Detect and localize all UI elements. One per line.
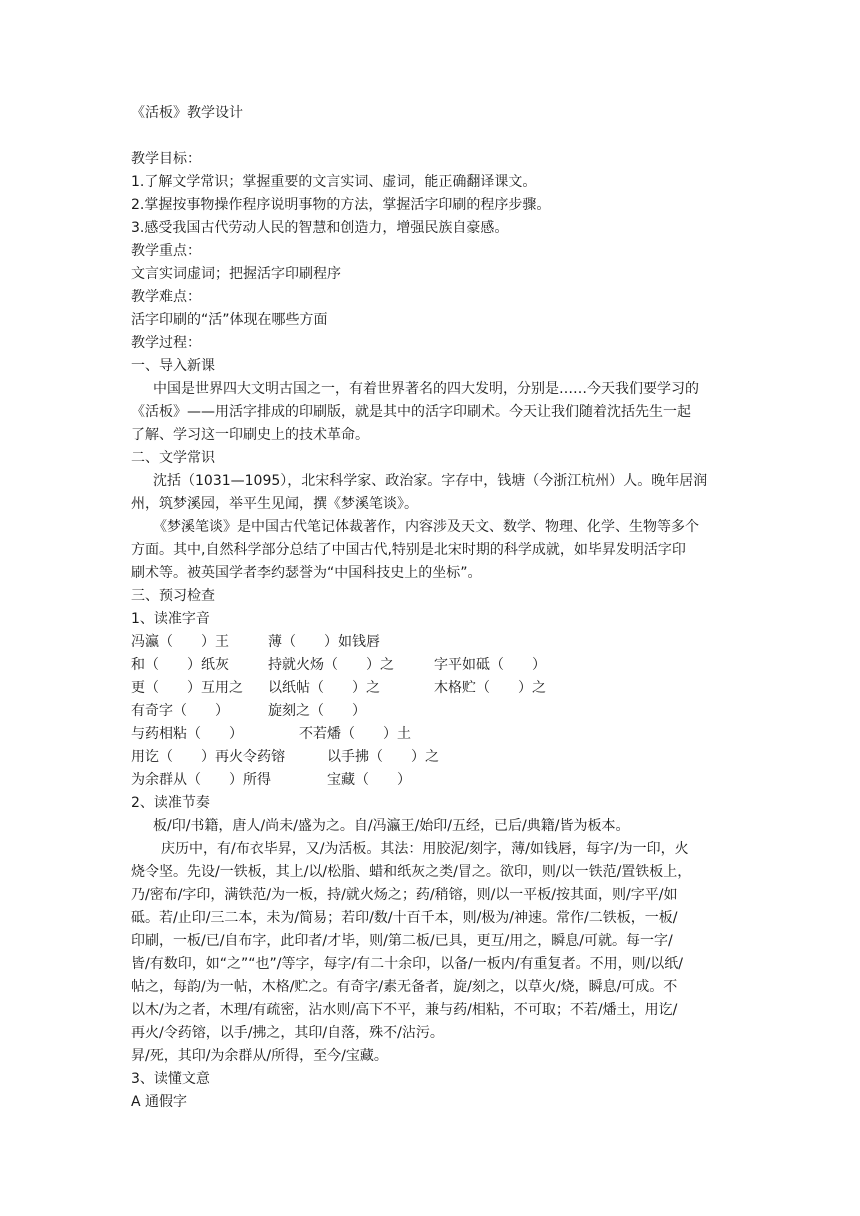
rhythm-paragraph: 昇/死，其印/为余群从/所得，至今/宝藏。 <box>131 1048 388 1064</box>
goal-item: 1.了解文学常识；掌握重要的文言实词、虚词，能正确翻译课文。 <box>131 174 537 190</box>
difficulty-heading: 教学难点： <box>131 289 201 305</box>
pronunciation-item: 宝藏（ ） <box>327 772 411 788</box>
paragraph-line: 《活板》——用活字排成的印刷版，就是其中的活字印刷术。今天让我们随着沈括先生一起 <box>131 404 691 420</box>
section-heading: 一、导入新课 <box>131 358 215 374</box>
pronunciation-row <box>131 677 731 700</box>
paragraph-line: 方面。其中,自然科学部分总结了中国古代,特别是北宋时期的科学成就，如毕昇发明活字印 <box>131 542 686 558</box>
goals-heading: 教学目标： <box>131 151 201 167</box>
pronunciation-row <box>131 769 731 792</box>
author-paragraph <box>131 470 731 516</box>
paragraph-line: 烧令坚。先设/一铁板，其上/以/松脂、蜡和纸灰之类/冒之。欲印，则/以一铁范/置铁板上， <box>131 864 692 880</box>
document-body <box>131 102 731 1114</box>
pronunciation-row <box>131 746 731 769</box>
paragraph-line: 庆历中，有/布衣毕昇，又/为活板。其法：用胶泥/刻字，薄/如钱唇，每字/为一印，火 <box>161 841 689 857</box>
paragraph-line: 《梦溪笔谈》是中国古代笔记体裁著作，内容涉及天文、数学、物理、化学、生物等多个 <box>153 519 699 535</box>
pronunciation-item: 以手拂（ ）之 <box>327 749 439 765</box>
rhythm-paragraph: 板/印/书籍，唐人/尚未/盛为之。自/冯瀛王/始印/五经，已后/典籍/皆为板本。 <box>153 818 630 834</box>
pronunciation-item: 用讫（ ）再火令药镕 <box>131 749 285 765</box>
subsection-heading: 1、读准字音 <box>131 611 210 627</box>
goal-item: 2.掌握按事物操作程序说明事物的方法，掌握活字印刷的程序步骤。 <box>131 197 551 213</box>
goal-item: 3.感受我国古代劳动人民的智慧和创造力，增强民族自豪感。 <box>131 220 509 236</box>
pronunciation-item: 有奇字（ ） <box>131 703 229 719</box>
key-heading: 教学重点： <box>131 243 201 259</box>
subsection-heading: 2、读准节奏 <box>131 795 210 811</box>
pronunciation-item: 更（ ）互用之 <box>131 680 243 696</box>
pronunciation-item: 字平如砥（ ） <box>434 657 546 673</box>
pronunciation-item: 不若燔（ ）土 <box>299 726 411 742</box>
pronunciation-item: 持就火炀（ ）之 <box>268 657 394 673</box>
key-text: 文言实词虚词；把握活字印刷程序 <box>131 266 341 282</box>
pronunciation-item: 薄（ ）如钱唇 <box>268 634 380 650</box>
intro-paragraph <box>131 378 731 447</box>
paragraph-line: 皆/有数印，如“之”“也”/等字，每字/有二十余印，以备/一板内/有重复者。不用，则/以纸/ <box>131 956 684 972</box>
pronunciation-item: 木格贮（ ）之 <box>434 680 546 696</box>
pronunciation-item: 为余群从（ ）所得 <box>131 772 271 788</box>
paragraph-line: 沈括（1031—1095），北宋科学家、政治家。字存中，钱塘（今浙江杭州）人。晚年居润 <box>153 473 708 489</box>
book-paragraph <box>131 516 731 585</box>
pronunciation-row <box>131 723 731 746</box>
rhythm-paragraph <box>131 838 731 1045</box>
spacer <box>131 125 731 148</box>
paragraph-line: 了解、学习这一印刷史上的技术革命。 <box>131 427 369 443</box>
paragraph-line: 刷术等。被英国学者李约瑟誉为“中国科技史上的坐标”。 <box>131 565 482 581</box>
pronunciation-item: 旋刻之（ ） <box>268 703 366 719</box>
pronunciation-item: 和（ ）纸灰 <box>131 657 229 673</box>
subsection-item: A 通假字 <box>131 1094 188 1110</box>
pronunciation-row <box>131 631 731 654</box>
pronunciation-item: 以纸帖（ ）之 <box>268 680 380 696</box>
paragraph-line: 砥。若/止印/三二本，未为/简易；若印/数/十百千本，则/极为/神速。常作/二铁板，一板/ <box>131 910 678 926</box>
paragraph-line: 州，筑梦溪园，举平生见闻，撰《梦溪笔谈》。 <box>131 496 418 512</box>
difficulty-text: 活字印刷的“活”体现在哪些方面 <box>131 312 328 328</box>
section-heading: 三、预习检查 <box>131 588 215 604</box>
pronunciation-item: 冯瀛（ ）王 <box>131 634 229 650</box>
pronunciation-row <box>131 700 731 723</box>
pronunciation-row <box>131 654 731 677</box>
subsection-heading: 3、读懂文意 <box>131 1071 210 1087</box>
process-heading: 教学过程： <box>131 335 201 351</box>
paragraph-line: 以木/为之者，木理/有疏密，沾水则/高下不平，兼与药/相粘，不可取；不若/燔土，用讫/ <box>131 1002 678 1018</box>
document-title: 《活板》教学设计 <box>131 105 243 121</box>
paragraph-line: 帖之，每韵/为一帖，木格/贮之。有奇字/素无备者，旋/刻之，以草火/烧，瞬息/可成。不 <box>131 979 678 995</box>
paragraph-line: 再火/令药镕，以手/拂之，其印/自落，殊不/沾污。 <box>131 1025 444 1041</box>
pronunciation-item: 与药相粘（ ） <box>131 726 243 742</box>
paragraph-line: 中国是世界四大文明古国之一，有着世界著名的四大发明，分别是……今天我们要学习的 <box>153 381 699 397</box>
paragraph-line: 乃/密布/字印，满铁范/为一板，持/就火炀之；药/稍镕，则/以一平板/按其面，则/字平/如 <box>131 887 678 903</box>
paragraph-line: 印刷，一板/已/自布字，此印者/才毕，则/第二板/已具，更互/用之，瞬息/可就。每一字/ <box>131 933 673 949</box>
section-heading: 二、文学常识 <box>131 450 215 466</box>
